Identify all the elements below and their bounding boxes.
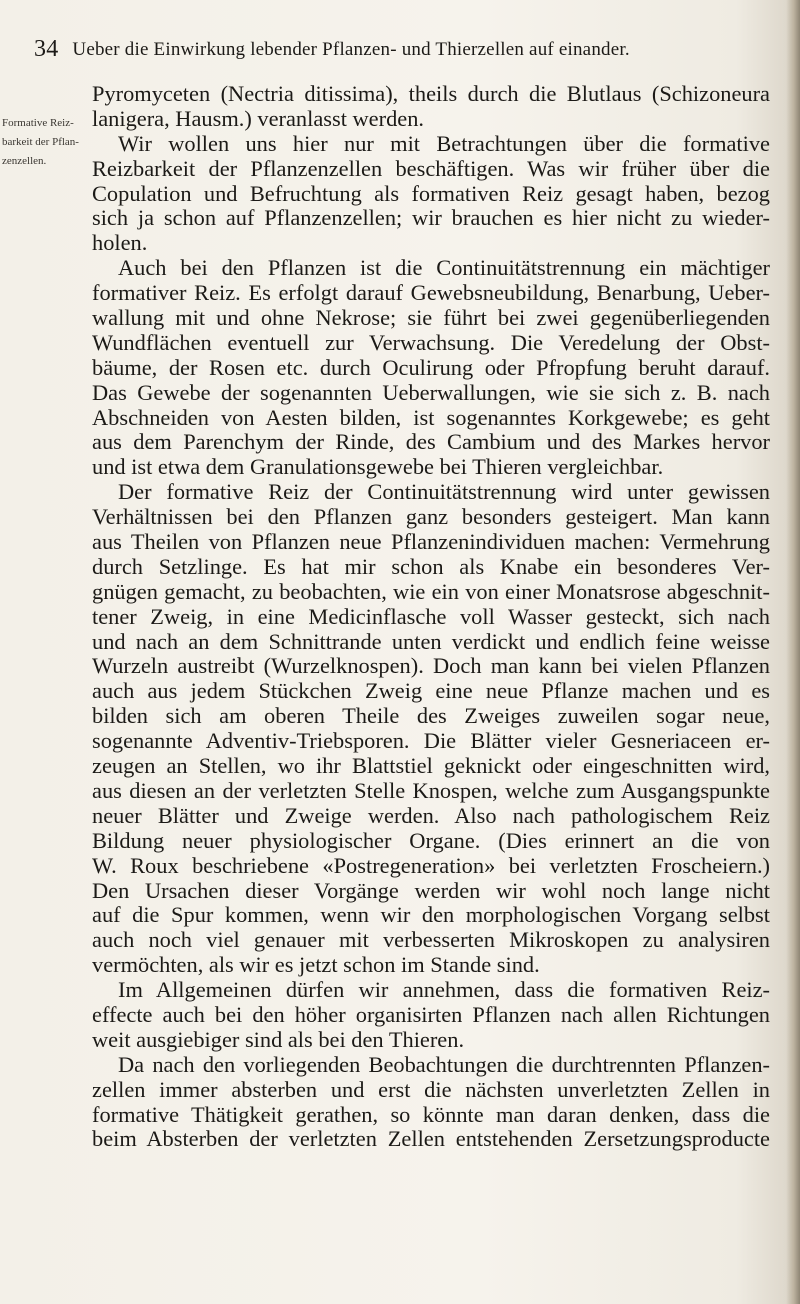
text-line: Reizbarkeit der Pflanzenzellen beschäftigen. Was wir früher über die (92, 156, 770, 181)
text-line: durch Setzlinge. Es hat mir schon als Knabe ein besonderes Ver- (92, 554, 770, 579)
text-line: Abschneiden von Aesten bilden, ist sogenanntes Korkgewebe; es geht (92, 405, 770, 430)
text-line: Verhältnissen bei den Pflanzen ganz besonders gesteigert. Man kann (92, 505, 770, 530)
text-line: formativer Reiz. Es erfolgt darauf Gewebsneubildung, Benarbung, Ueber- (92, 281, 770, 306)
margin-note-line: Formative Reiz- (2, 117, 74, 129)
text-line: Wurzeln austreibt (Wurzelknospen). Doch man kann bei vielen Pflanzen (92, 654, 770, 679)
text-line: W. Roux beschriebene «Postregeneration» bei verletzten Froscheiern.) (92, 853, 770, 878)
text-line: weit ausgiebiger sind als bei den Thieren. (92, 1027, 465, 1052)
text-line: bäume, der Rosen etc. durch Oculirung oder Pfropfung beruht darauf. (92, 355, 770, 380)
margin-note-line: zenzellen. (2, 155, 47, 167)
text-line: formative Thätigkeit gerathen, so könnte man daran denken, dass die (92, 1102, 770, 1127)
page-edge-shadow (786, 0, 800, 1304)
text-line: Da nach den vorliegenden Beobachtungen die durchtrennten Pflanzen- (118, 1052, 770, 1077)
text-line: sich ja schon auf Pflanzenzellen; wir brauchen es hier nicht zu wieder- (92, 206, 770, 231)
text-line: Wundflächen eventuell zur Verwachsung. Die Veredelung der Obst- (92, 330, 770, 355)
text-line: auch noch viel genauer mit verbesserten Mikroskopen zu analysiren (92, 928, 770, 953)
text-line: wallung mit und ohne Nekrose; sie führt bei zwei gegenüberliegenden (92, 306, 770, 331)
running-header (34, 36, 774, 63)
text-line: Der formative Reiz der Continuitätstrennung wird unter gewissen (118, 480, 770, 505)
text-line: und ist etwa dem Granulationsgewebe bei Thieren vergleichbar. (92, 455, 664, 480)
text-line: auf die Spur kommen, wenn wir den morphologischen Vorgang selbst (92, 903, 770, 928)
text-line: lanigera, Hausm.) veranlasst werden. (92, 106, 425, 131)
text-line: aus dem Parenchym der Rinde, des Cambium und des Markes hervor (92, 430, 770, 455)
text-line: zeugen an Stellen, wo ihr Blattstiel geknickt oder eingeschnitten wird, (92, 754, 770, 779)
text-line: Pyromyceten (Nectria ditissima), theils durch die Blutlaus (Schizoneura (92, 82, 770, 106)
text-line: aus Theilen von Pflanzen neue Pflanzenindividuen machen: Vermehrung (92, 530, 770, 555)
body-text (92, 82, 770, 1152)
margin-note-line: barkeit der Pflan- (2, 136, 79, 148)
text-line: und nach an dem Schnittrande unten verdickt und endlich feine weisse (92, 629, 770, 654)
text-line: Copulation und Befruchtung als formativen Reiz gesagt haben, bezog (92, 181, 770, 206)
text-line: Den Ursachen dieser Vorgänge werden wir wohl noch lange nicht (92, 878, 770, 903)
text-line: tener Zweig, in eine Medicinflasche voll Wasser gesteckt, sich nach (92, 604, 770, 629)
text-line: Bildung neuer physiologischer Organe. (Dies erinnert an die von (92, 828, 770, 853)
text-line: holen. (92, 231, 148, 256)
text-line: neuer Blätter und Zweige werden. Also nach pathologischem Reiz (92, 803, 770, 828)
text-line: bilden sich am oberen Theile des Zweiges zuweilen sogar neue, (92, 704, 770, 729)
text-line: Wir wollen uns hier nur mit Betrachtungen über die formative (118, 131, 770, 156)
page-number: 34 (34, 36, 59, 62)
text-line: auch aus jedem Stückchen Zweig eine neue Pflanze machen und es (92, 679, 770, 704)
text-line: aus diesen an der verletzten Stelle Knospen, welche zum Ausgangspunkte (92, 778, 770, 803)
running-title: Ueber die Einwirkung lebender Pflanzen- und Thierzellen auf einander. (72, 39, 630, 60)
text-line: Auch bei den Pflanzen ist die Continuitätstrennung ein mächtiger (118, 256, 770, 281)
text-line: sogenannte Adventiv-Triebsporen. Die Blätter vieler Gesneriaceen er- (92, 729, 770, 754)
margin-note (2, 114, 78, 171)
text-line: beim Absterben der verletzten Zellen entstehenden Zersetzungsproducte (92, 1127, 770, 1152)
text-line: gnügen gemacht, zu beobachten, wie ein von einer Monatsrose abgeschnit- (92, 579, 770, 604)
text-line: vermöchten, als wir es jetzt schon im Stande sind. (92, 953, 540, 978)
text-line: Im Allgemeinen dürfen wir annehmen, dass die formativen Reiz- (118, 978, 770, 1003)
text-line: zellen immer absterben und erst die nächsten unverletzten Zellen in (92, 1077, 770, 1102)
text-line: effecte auch bei den höher organisirten Pflanzen nach allen Richtungen (92, 1002, 770, 1027)
text-line: Das Gewebe der sogenannten Ueberwallungen, wie sie sich z. B. nach (92, 380, 770, 405)
